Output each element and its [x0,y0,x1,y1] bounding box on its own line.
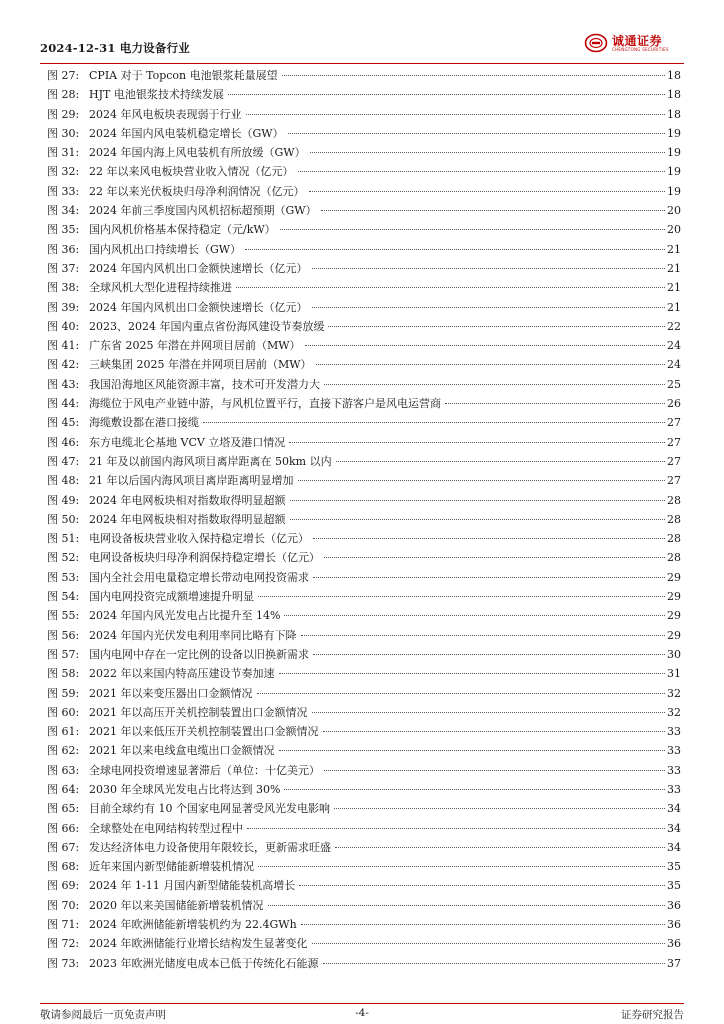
toc-page-number: 18 [667,88,681,102]
toc-dot-leader [324,557,665,558]
toc-entry[interactable] [47,587,681,606]
toc-figure-number: 图 47: [47,454,80,468]
toc-entry[interactable] [47,317,681,336]
page-number: -4- [355,1007,369,1019]
toc-page-number: 21 [667,261,681,275]
toc-figure-title: 电网设备板块归母净利润保持稳定增长（亿元） [89,551,320,565]
toc-figure-number: 图 29: [47,107,80,121]
toc-page-number: 33 [667,744,681,758]
toc-entry[interactable] [47,298,681,317]
page-footer [40,1006,684,1022]
toc-page-number: 29 [667,628,681,642]
toc-dot-leader [284,615,665,616]
toc-dot-leader [288,133,665,134]
toc-page-number: 33 [667,782,681,796]
toc-figure-number: 图 60: [47,705,80,719]
toc-page-number: 36 [667,937,681,951]
toc-page-number: 18 [667,107,681,121]
toc-page-number: 18 [667,69,681,82]
toc-entry[interactable] [47,529,681,548]
toc-figure-title: 全球风机大型化进程持续推进 [89,281,232,295]
toc-figure-title: 电网设备板块营业收入保持稳定增长（亿元） [89,532,309,546]
toc-dot-leader [309,191,666,192]
toc-dot-leader [334,808,665,809]
toc-figure-title: 海缆敷设都在港口接缆 [89,416,199,430]
toc-figure-title: 2024 年风电板块表现弱于行业 [89,107,242,121]
toc-entry[interactable] [47,182,681,201]
toc-page-number: 35 [667,860,681,874]
footer-divider [40,1003,684,1004]
toc-dot-leader [298,171,666,172]
toc-figure-number: 图 70: [47,898,80,912]
toc-page-number: 22 [667,319,681,333]
toc-entry[interactable] [47,568,681,587]
toc-page-number: 21 [667,242,681,256]
toc-figure-title: 2021 年以来低压开关机控制装置出口金额情况 [89,725,319,739]
toc-entry[interactable] [47,896,681,915]
toc-figure-number: 图 45: [47,416,80,430]
toc-figure-title: CPIA 对于 Topcon 电池银浆耗量展望 [89,69,278,82]
toc-page-number: 28 [667,532,681,546]
toc-figure-number: 图 51: [47,532,80,546]
toc-figure-title: 国内电网投资完成额增速提升明显 [89,590,254,604]
toc-figure-title: 近年来国内新型储能新增装机情况 [89,860,254,874]
toc-page-number: 19 [667,146,681,160]
toc-dot-leader [299,885,665,886]
toc-figure-title: 2024 年前三季度国内风机招标超预期（GW） [89,204,317,218]
toc-dot-leader [328,326,665,327]
toc-entry[interactable] [47,162,681,181]
toc-dot-leader [245,249,665,250]
toc-figure-title: 2024 年欧洲储能行业增长结构发生显著变化 [89,937,308,951]
toc-figure-number: 图 66: [47,821,80,835]
toc-figure-title: 2021 年以高压开关机控制装置出口金额情况 [89,705,308,719]
toc-entry[interactable] [47,491,681,510]
toc-dot-leader [290,500,666,501]
toc-figure-title: 海缆位于风电产业链中游，与风机位置平行，直接下游客户是风电运营商 [89,397,441,411]
toc-dot-leader [312,268,666,269]
toc-dot-leader [284,789,665,790]
toc-figure-title: 2030 年全球风光发电占比将达到 30% [89,782,281,796]
toc-figure-number: 图 34: [47,204,80,218]
toc-page-number: 21 [667,281,681,295]
toc-figure-title: 2021 年以来电线盒电缆出口金额情况 [89,744,275,758]
toc-entry[interactable] [47,741,681,760]
toc-dot-leader [258,866,665,867]
toc-figure-number: 图 52: [47,551,80,565]
toc-figure-number: 图 28: [47,88,80,102]
toc-figure-title: 2021 年以来变压器出口金额情况 [89,686,253,700]
toc-entry[interactable] [47,645,681,664]
toc-dot-leader [279,673,666,674]
toc-page-number: 19 [667,165,681,179]
toc-entry[interactable] [47,471,681,490]
toc-figure-title: 2024 年国内海上风电装机有所放缓（GW） [89,146,306,160]
toc-figure-number: 图 48: [47,474,80,488]
toc-figure-number: 图 61: [47,725,80,739]
toc-figure-number: 图 30: [47,126,80,140]
toc-figure-title: 2023 年欧洲光储度电成本已低于传统化石能源 [89,956,319,970]
toc-figure-title: 2024 年电网板块相对指数取得明显超额 [89,512,286,526]
toc-page-number: 31 [667,667,681,681]
toc-figure-title: 2024 年国内风电装机稳定增长（GW） [89,126,284,140]
toc-entry[interactable] [47,780,681,799]
toc-entry[interactable] [47,336,681,355]
toc-dot-leader [247,828,665,829]
toc-dot-leader [313,538,665,539]
toc-entry[interactable] [47,722,681,741]
toc-entry[interactable] [47,375,681,394]
page-header [40,30,684,60]
toc-figure-number: 图 37: [47,261,80,275]
toc-page-number: 27 [667,454,681,468]
toc-figure-number: 图 62: [47,744,80,758]
toc-dot-leader [316,364,665,365]
toc-dot-leader [289,442,665,443]
toc-entry[interactable] [47,240,681,259]
toc-figure-number: 图 42: [47,358,80,372]
toc-figure-number: 图 40: [47,319,80,333]
toc-dot-leader [313,577,665,578]
toc-page-number: 34 [667,821,681,835]
toc-figure-number: 图 43: [47,377,80,391]
toc-figure-title: 全球电网投资增速显著滞后（单位：十亿美元） [89,763,320,777]
toc-entry[interactable] [47,105,681,124]
toc-entry[interactable] [47,433,681,452]
toc-page-number: 33 [667,725,681,739]
toc-figure-number: 图 31: [47,146,80,160]
toc-page-number: 20 [667,223,681,237]
toc-entry[interactable] [47,857,681,876]
toc-figure-title: 国内风机出口持续增长（GW） [89,242,242,256]
toc-entry[interactable] [47,201,681,220]
toc-figure-number: 图 55: [47,609,80,623]
toc-figure-number: 图 59: [47,686,80,700]
toc-figure-number: 图 36: [47,242,80,256]
toc-entry[interactable] [47,819,681,838]
toc-dot-leader [312,307,666,308]
toc-figure-title: 2020 年以来美国储能新增装机情况 [89,898,264,912]
toc-figure-title: 2024 年国内风光发电占比提升至 14% [89,609,281,623]
toc-figure-title: 2023、2024 年国内重点省份海风建设节奏放缓 [89,319,325,333]
toc-figure-title: 2024 年 1-11 月国内新型储能装机高增长 [89,879,296,893]
toc-page-number: 35 [667,879,681,893]
toc-entry[interactable] [47,915,681,934]
toc-page-number: 28 [667,551,681,565]
toc-figure-number: 图 68: [47,860,80,874]
toc-entry[interactable] [47,606,681,625]
toc-page-number: 19 [667,184,681,198]
toc-dot-leader [257,693,666,694]
toc-dot-leader [305,345,665,346]
header-date-industry: 2024-12-31 电力设备行业 [40,41,190,55]
toc-entry[interactable] [47,664,681,683]
toc-dot-leader [246,114,666,115]
footer-report-type: 证券研究报告 [621,1009,684,1021]
toc-figure-number: 图 49: [47,493,80,507]
toc-figure-number: 图 41: [47,339,80,353]
toc-figure-number: 图 32: [47,165,80,179]
toc-dot-leader [336,461,665,462]
toc-page-number: 29 [667,590,681,604]
toc-dot-leader [268,905,666,906]
toc-page-number: 27 [667,416,681,430]
toc-dot-leader [282,75,665,76]
toc-page-number: 32 [667,686,681,700]
toc-figure-title: 2024 年国内光伏发电利用率同比略有下降 [89,628,297,642]
header-divider [40,63,684,64]
toc-page-number: 36 [667,898,681,912]
toc-entry[interactable] [47,66,681,85]
toc-page-number: 19 [667,126,681,140]
toc-page-number: 34 [667,840,681,854]
toc-figure-title: 国内全社会用电量稳定增长带动电网投资需求 [89,570,309,584]
toc-dot-leader [279,750,666,751]
toc-page-number: 32 [667,705,681,719]
toc-figure-number: 图 57: [47,647,80,661]
toc-figure-title: 22 年以来风电板块营业收入情况（亿元） [89,165,294,179]
toc-figure-title: 三峡集团 2025 年潜在并网项目居前（MW） [89,358,312,372]
toc-entry[interactable] [47,838,681,857]
toc-figure-title: 2024 年国内风机出口金额快速增长（亿元） [89,300,308,314]
logo-name: 诚通证券 [612,34,663,48]
toc-dot-leader [236,287,665,288]
toc-entry[interactable] [47,355,681,374]
toc-figure-title: 国内电网中存在一定比例的设备以旧换新需求 [89,647,309,661]
toc-entry[interactable] [47,259,681,278]
toc-entry[interactable] [47,684,681,703]
toc-page-number: 20 [667,204,681,218]
toc-figure-title: 2024 年国内风机出口金额快速增长（亿元） [89,261,308,275]
toc-figure-title: HJT 电池银浆技术持续发展 [89,88,224,102]
toc-page-number: 25 [667,377,681,391]
toc-figure-number: 图 69: [47,879,80,893]
toc-figure-number: 图 35: [47,223,80,237]
toc-figure-number: 图 46: [47,435,80,449]
toc-entry[interactable] [47,954,681,973]
toc-page-number: 36 [667,918,681,932]
toc-entry[interactable] [47,703,681,722]
toc-figure-number: 图 58: [47,667,80,681]
toc-figure-number: 图 54: [47,590,80,604]
toc-entry[interactable] [47,548,681,567]
toc-figure-number: 图 56: [47,628,80,642]
toc-entry[interactable] [47,413,681,432]
toc-page-number: 24 [667,358,681,372]
toc-page-number: 26 [667,397,681,411]
toc-page-number: 33 [667,763,681,777]
toc-figure-number: 图 73: [47,956,80,970]
toc-dot-leader [313,654,665,655]
toc-figure-number: 图 63: [47,763,80,777]
toc-dot-leader [312,943,666,944]
toc-dot-leader [324,770,665,771]
toc-dot-leader [335,847,665,848]
toc-entry[interactable] [47,124,681,143]
company-logo [584,30,684,58]
logo-emblem-icon [584,33,608,53]
toc-entry[interactable] [47,876,681,895]
figure-index-list [47,66,681,973]
toc-dot-leader [324,384,665,385]
toc-dot-leader [301,924,665,925]
toc-entry[interactable] [47,510,681,529]
toc-figure-title: 目前全球约有 10 个国家电网显著受风光发电影响 [89,802,330,816]
toc-dot-leader [445,403,665,404]
toc-figure-number: 图 33: [47,184,80,198]
toc-entry[interactable] [47,278,681,297]
toc-dot-leader [301,635,666,636]
toc-figure-title: 2024 年电网板块相对指数取得明显超额 [89,493,286,507]
toc-dot-leader [203,422,665,423]
toc-dot-leader [228,94,665,95]
footer-disclaimer-note: 敬请参阅最后一页免责声明 [40,1009,166,1021]
toc-figure-title: 全球整处在电网结构转型过程中 [89,821,243,835]
toc-figure-number: 图 27: [47,69,80,82]
toc-figure-number: 图 72: [47,937,80,951]
logo-english-name: CHENGTONG SECURITIES [612,47,669,52]
toc-figure-number: 图 67: [47,840,80,854]
toc-figure-title: 国内风机价格基本保持稳定（元/kW） [89,223,276,237]
toc-entry[interactable] [47,220,681,239]
toc-entry[interactable] [47,452,681,471]
toc-figure-title: 发达经济体电力设备使用年限较长，更新需求旺盛 [89,840,331,854]
toc-figure-title: 2024 年欧洲储能新增装机约为 22.4GWh [89,918,297,932]
toc-dot-leader [323,963,666,964]
toc-figure-title: 我国沿海地区风能资源丰富，技术可开发潜力大 [89,377,320,391]
toc-figure-title: 东方电缆北仑基地 VCV 立塔及港口情况 [89,435,286,449]
toc-figure-number: 图 38: [47,281,80,295]
toc-figure-title: 2022 年以来国内特高压建设节奏加速 [89,667,275,681]
toc-entry[interactable] [47,934,681,953]
toc-entry[interactable] [47,143,681,162]
toc-page-number: 24 [667,339,681,353]
toc-entry[interactable] [47,626,681,645]
toc-dot-leader [312,712,666,713]
toc-page-number: 28 [667,512,681,526]
toc-figure-number: 图 53: [47,570,80,584]
toc-entry[interactable] [47,394,681,413]
toc-page-number: 28 [667,493,681,507]
toc-figure-number: 图 65: [47,802,80,816]
toc-dot-leader [310,152,665,153]
toc-figure-title: 21 年以后国内海风项目离岸距离明显增加 [89,474,294,488]
toc-entry[interactable] [47,761,681,780]
toc-page-number: 34 [667,802,681,816]
toc-entry[interactable] [47,85,681,104]
toc-figure-number: 图 39: [47,300,80,314]
toc-figure-number: 图 50: [47,512,80,526]
toc-figure-title: 22 年以来光伏板块归母净利润情况（亿元） [89,184,305,198]
toc-page-number: 37 [667,956,681,970]
toc-dot-leader [298,480,666,481]
toc-figure-number: 图 44: [47,397,80,411]
toc-entry[interactable] [47,799,681,818]
toc-page-number: 29 [667,570,681,584]
toc-dot-leader [321,210,665,211]
toc-figure-title: 21 年及以前国内海风项目离岸距离在 50km 以内 [89,454,332,468]
toc-page-number: 30 [667,647,681,661]
toc-page-number: 21 [667,300,681,314]
toc-page-number: 29 [667,609,681,623]
toc-page-number: 27 [667,435,681,449]
toc-dot-leader [323,731,666,732]
toc-figure-title: 广东省 2025 年潜在并网项目居前（MW） [89,339,301,353]
toc-figure-number: 图 71: [47,918,80,932]
toc-dot-leader [258,596,665,597]
toc-figure-number: 图 64: [47,782,80,796]
toc-dot-leader [280,229,665,230]
toc-page-number: 27 [667,474,681,488]
toc-dot-leader [290,519,666,520]
